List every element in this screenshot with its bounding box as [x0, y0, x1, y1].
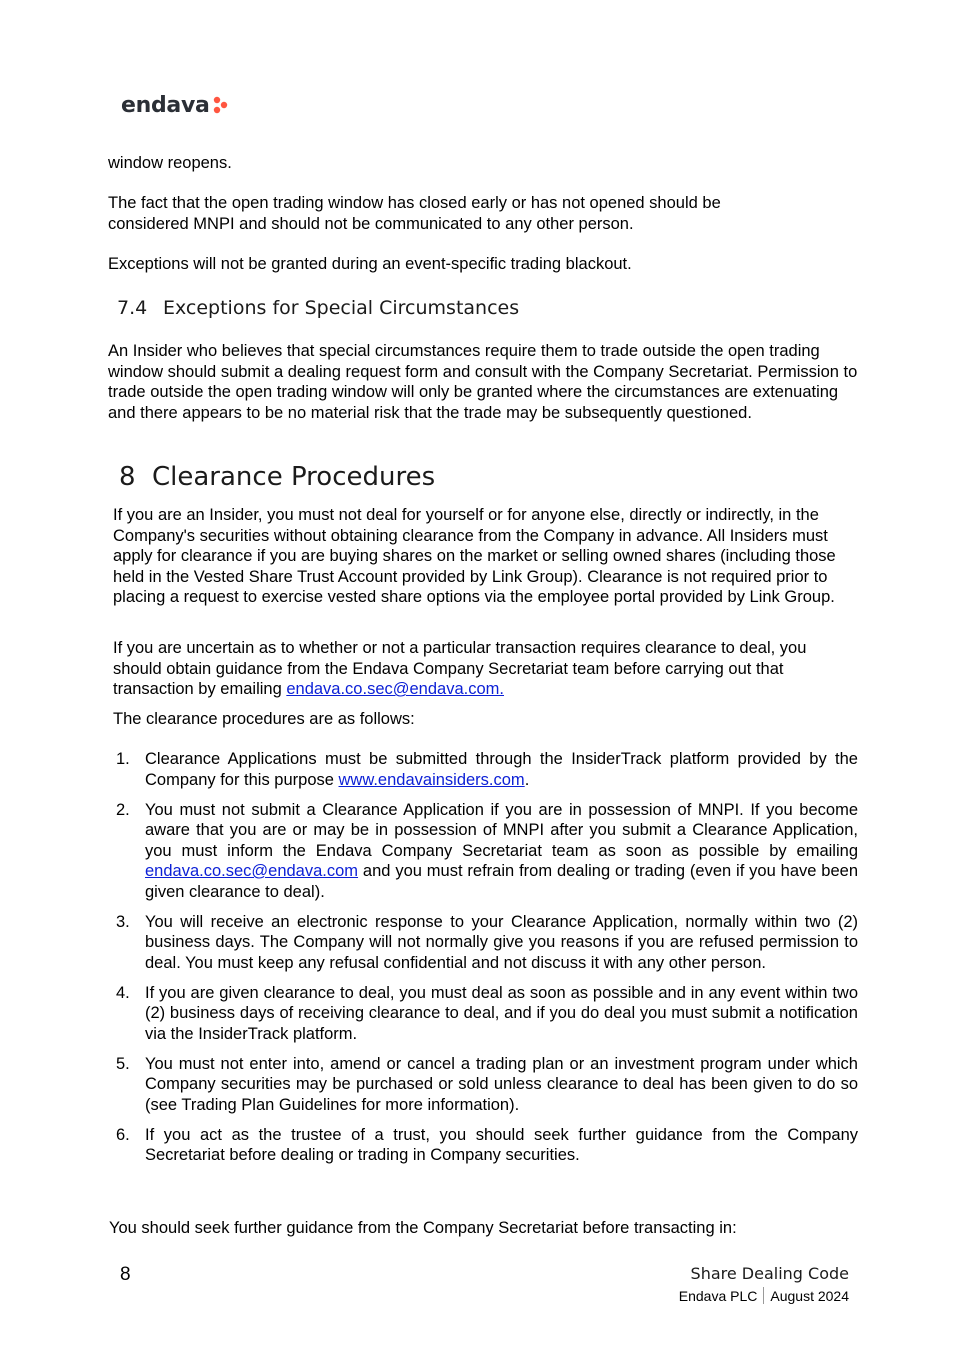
list-number: 1. [116, 750, 130, 768]
section-heading-7-4 [117, 297, 519, 319]
paragraph-window-reopens: window reopens. [108, 154, 232, 172]
list-text-after: . [524, 770, 530, 789]
section-title: Clearance Procedures [152, 462, 436, 492]
paragraph-procedures-intro: The clearance procedures are as follows: [113, 710, 415, 728]
section-heading-8 [119, 462, 435, 492]
paragraph-uncertain [113, 638, 838, 700]
footer-company: Endava PLC [678, 1287, 758, 1304]
paragraph-text: If you are uncertain as to whether or not a particular transaction requires clearance to deal, you should obtain guidance from the Endava Company Secretariat team before carrying out that transaction by emailing [113, 639, 807, 698]
list-item [113, 912, 858, 974]
section-number: 8 [119, 462, 136, 492]
email-link[interactable]: endava.co.sec@endava.com. [286, 680, 504, 698]
paragraph-special-circumstances: An Insider who believes that special circumstances require them to trade outside the open trading window should submit a dealing request form and consult with the Company Secretariat. Permission to trade outside the open trading window will only be granted where the circumstances are extenuating and there appears to be no material risk that the trade may be subsequently questioned. [108, 342, 858, 422]
footer-doc-title: Share Dealing Code [690, 1264, 849, 1283]
paragraph-mnpi-fact: The fact that the open trading window has closed early or has not opened should be considered MNPI and should not be communicated to any other person. [108, 194, 721, 233]
paragraph-further-guidance: You should seek further guidance from the Company Secretariat before transacting in: [109, 1219, 737, 1237]
list-number: 5. [116, 1054, 130, 1073]
list-text: Clearance Applications must be submitted through the InsiderTrack platform provided by the Company for this purpose [145, 750, 858, 789]
list-item [113, 983, 858, 1045]
list-number: 6. [116, 1125, 130, 1144]
list-item [113, 749, 858, 790]
list-text: If you are given clearance to deal, you must deal as soon as possible and in any event within two (2) business days of receiving clearance to deal, and if you do deal you must submit a notification via the InsiderTrack platform. [145, 983, 858, 1043]
list-item [113, 800, 858, 903]
list-number: 4. [116, 983, 130, 1002]
list-number: 3. [116, 912, 130, 931]
section-number: 7.4 [117, 297, 148, 319]
paragraph-insider-clearance: If you are an Insider, you must not deal for yourself or for anyone else, directly or indirectly, in the Company's securities without obtaining clearance from the Company in advance. All Insiders must apply for clearance if you are buying shares on the market or selling owned shares (including those held in the Vested Share Trust Account provided by Link Group). Clearance is not required prior to placing a request to exercise vested share options via the employee portal provided by Link Group. [113, 506, 836, 606]
list-item [113, 1125, 858, 1166]
list-text: You must not submit a Clearance Application if you are in possession of MNPI. If you become aware that you are or may be in possession of MNPI after you submit a Clearance Application, you must inform the Endava Company Secretariat team as soon as possible by emailing [145, 800, 858, 860]
email-link[interactable]: endava.co.sec@endava.com [145, 862, 359, 880]
list-text: You will receive an electronic response to your Clearance Application, normally within two (2) business days. The Company will not normally give you reasons if you are refused permission to deal. You must keep any refusal confidential and not discuss it with any other person. [145, 912, 858, 972]
list-item [113, 1054, 858, 1116]
footer-divider [763, 1287, 764, 1304]
paragraph-exceptions: Exceptions will not be granted during an event-specific trading blackout. [108, 255, 632, 273]
section-title: Exceptions for Special Circumstances [163, 297, 520, 319]
clearance-procedures-list [113, 749, 858, 1175]
list-text: If you act as the trustee of a trust, you should seek further guidance from the Company Secretariat before dealing or trading in Company securities. [145, 1125, 858, 1164]
list-text-after: and you must refrain from dealing or trading (even if you have been given clearance to deal). [145, 862, 858, 901]
endava-mark-icon [213, 96, 229, 114]
endava-logo [121, 90, 229, 120]
page-number: 8 [120, 1264, 131, 1285]
list-text: You must not enter into, amend or cancel a trading plan or an investment program under which Company securities may be purchased or sold unless clearance to deal has been given to do so (see Trading Plan Guidelines for more information). [145, 1054, 858, 1114]
footer-date: August 2024 [770, 1287, 849, 1304]
footer-meta [679, 1287, 849, 1304]
logo-wordmark: endava [121, 92, 210, 118]
insiders-website-link[interactable]: www.endavainsiders.com [338, 770, 525, 789]
list-number: 2. [116, 800, 130, 819]
